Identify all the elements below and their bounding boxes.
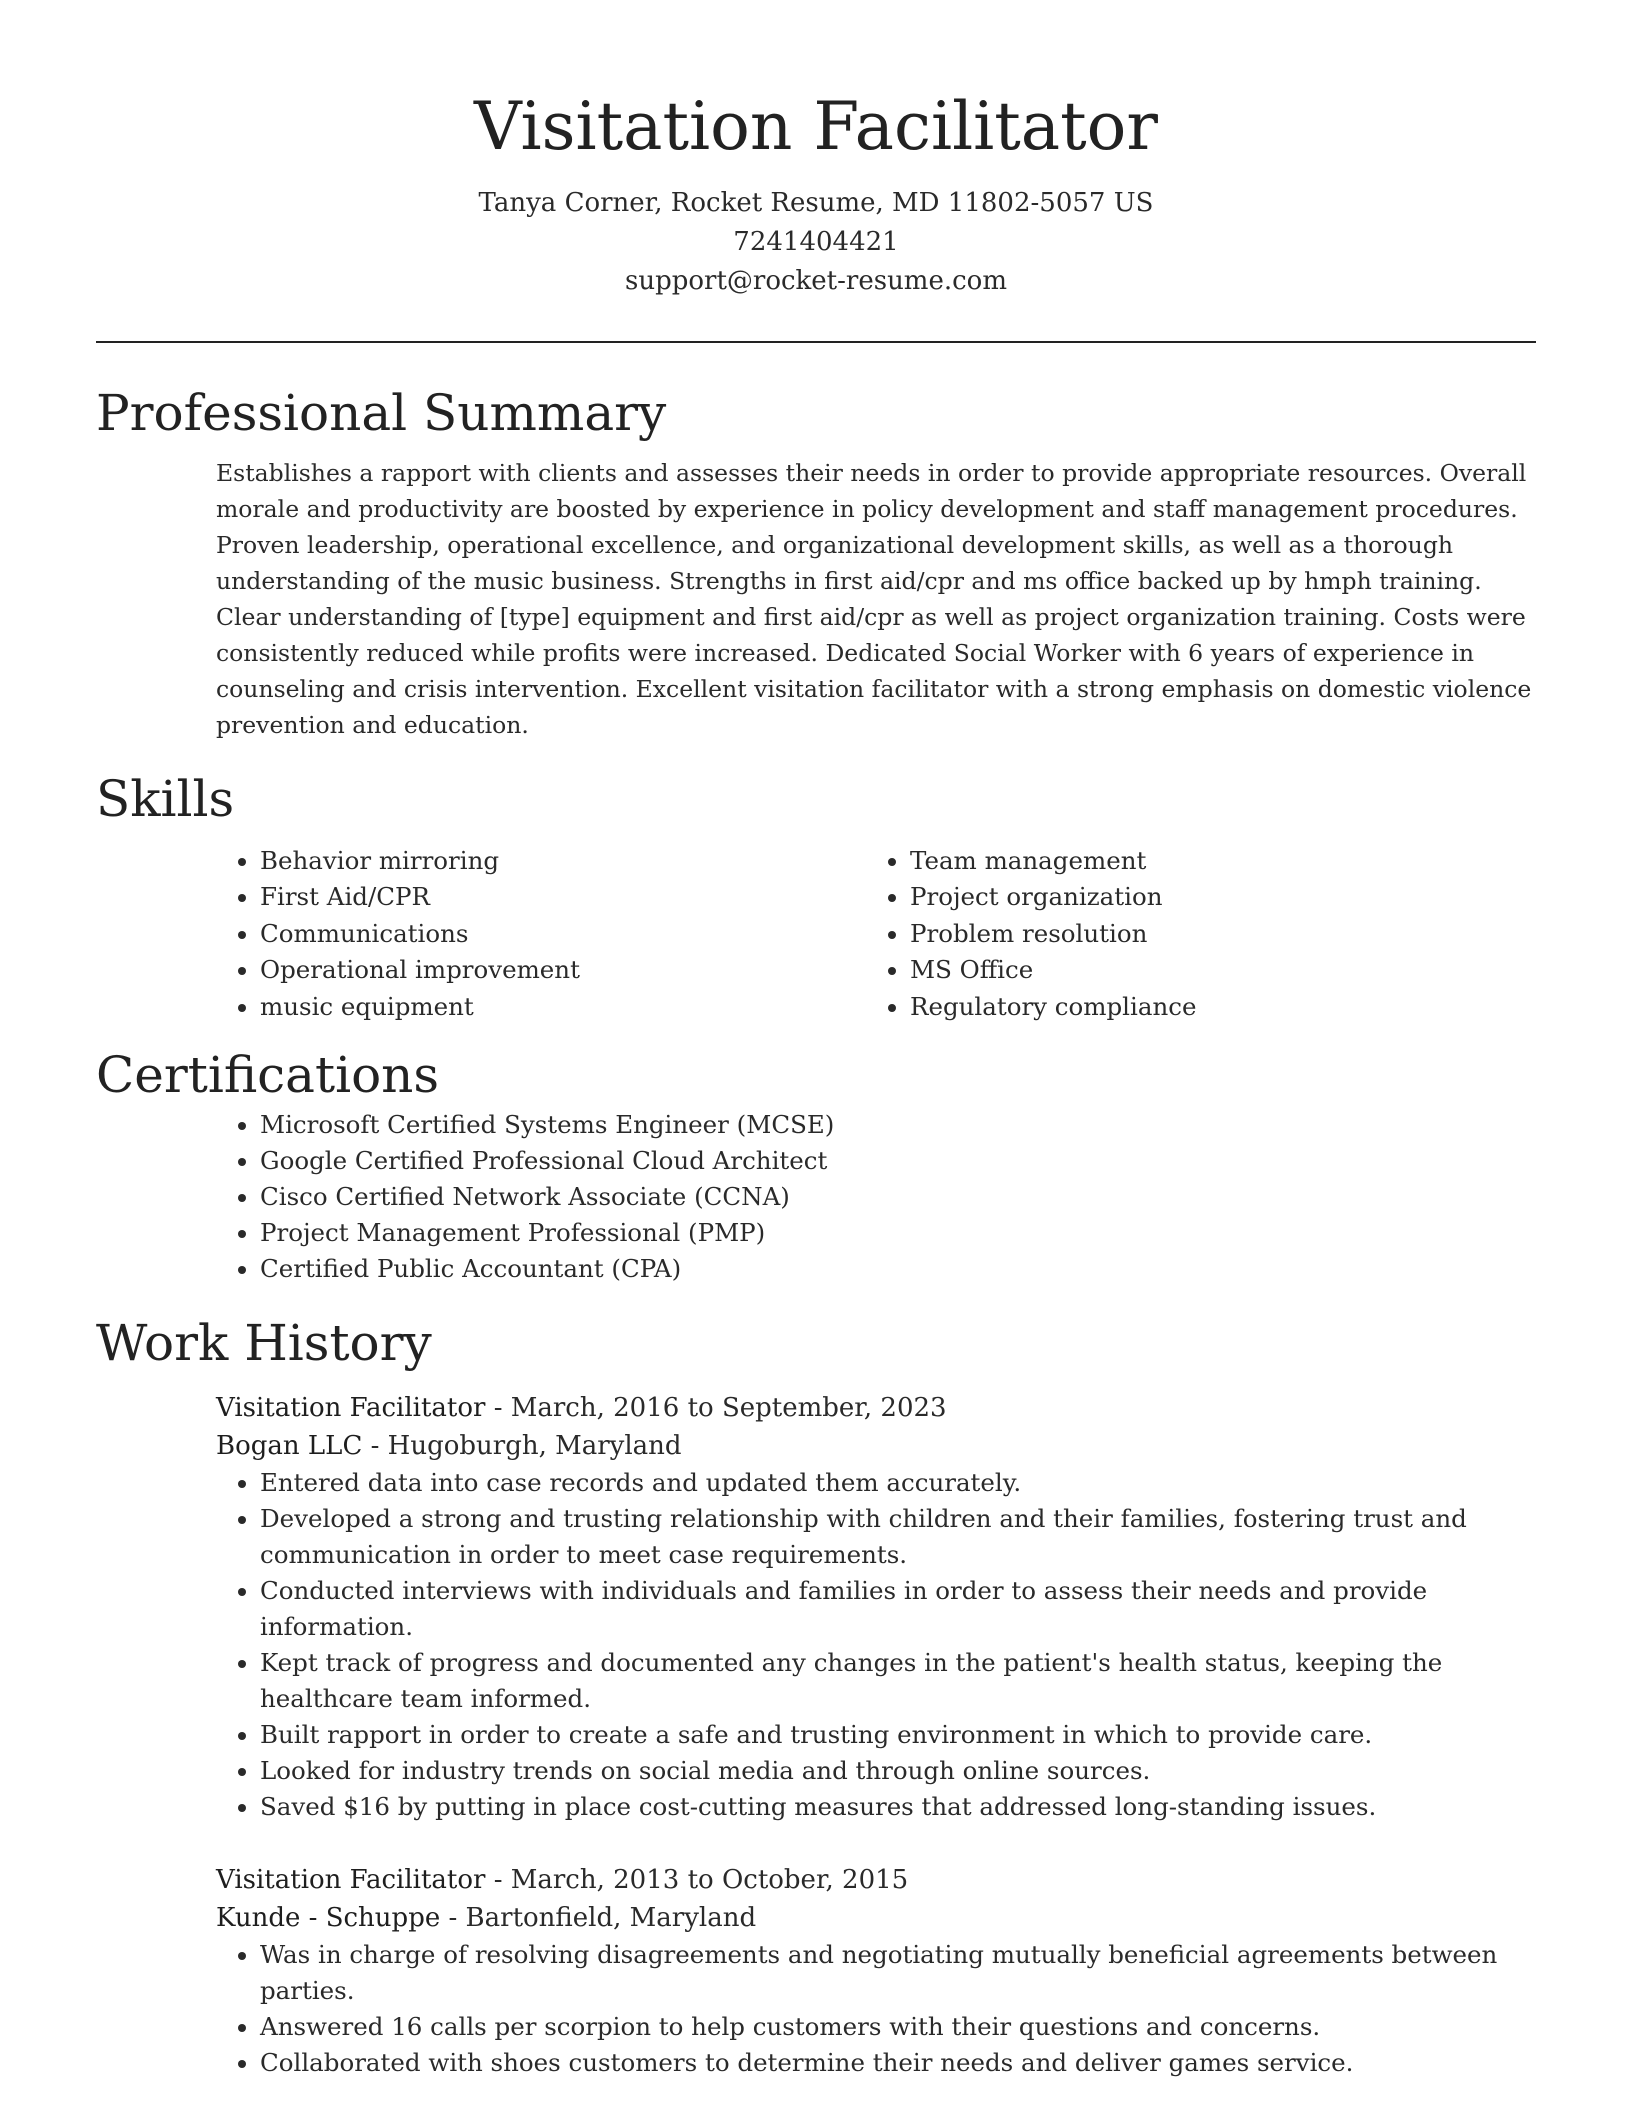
job-company: Bogan LLC — [216, 1431, 363, 1462]
job-role: Visitation Facilitator — [216, 1393, 486, 1424]
certification-item: • Microsoft Certified Systems Engineer (MCSE) — [260, 1107, 1536, 1143]
job-bullet: • Entered data into case records and updated them accurately. — [260, 1465, 1536, 1501]
skill-item: • Team management — [910, 843, 1516, 879]
contact-block — [96, 184, 1536, 301]
skill-item: • Project organization — [910, 879, 1516, 915]
skill-item: • Communications — [260, 916, 866, 952]
job-title-line — [216, 1389, 1536, 1427]
skill-item: • MS Office — [910, 952, 1516, 988]
skill-item: • music equipment — [260, 989, 866, 1025]
skill-item: • Behavior mirroring — [260, 843, 866, 879]
skill-item: • Problem resolution — [910, 916, 1516, 952]
job-bullet: • Looked for industry trends on social media and through online sources. — [260, 1753, 1536, 1789]
job-role: Visitation Facilitator — [216, 1865, 486, 1896]
header-divider — [96, 341, 1536, 343]
certification-item: • Cisco Certified Network Associate (CCNA) — [260, 1179, 1536, 1215]
summary-text: Establishes a rapport with clients and assesses their needs in order to provide appropriate resources. Overall morale and productivity are boosted by experience in policy development and staff management procedures. Proven leadership, operational excellence, and organizational development skills, as well as a thorough understanding of the music business. Strengths in first aid/cpr and ms office backed up by hmph training. Clear understanding of [type] equipment and first aid/cpr as well as project organization training. Costs were consistently reduced while profits were increased. Dedicated Social Worker with 6 years of experience in counseling and crisis intervention. Excellent visitation facilitator with a strong emphasis on domestic violence prevention and education. — [216, 459, 1532, 739]
certification-item: • Certified Public Accountant (CPA) — [260, 1251, 1536, 1287]
contact-phone: 7241404421 — [733, 227, 899, 257]
job-bullet: • Saved $16 by putting in place cost-cutting measures that addressed long-standing issues. — [260, 1789, 1536, 1825]
job-bullets — [216, 1937, 1536, 2081]
job-entry — [216, 1389, 1536, 1825]
contact-email: support@rocket-resume.com — [624, 266, 1007, 296]
job-company-line — [216, 1899, 1536, 1937]
summary-heading: Professional Summary — [96, 384, 667, 442]
skills-heading: Skills — [96, 770, 235, 828]
skill-item: • Operational improvement — [260, 952, 866, 988]
job-entry — [216, 1861, 1536, 2081]
skill-item: • Regulatory compliance — [910, 989, 1516, 1025]
job-bullet: • Was in charge of resolving disagreements and negotiating mutually beneficial agreements between parties. — [260, 1937, 1536, 2009]
job-title-line — [216, 1861, 1536, 1899]
job-bullet: • Answered 16 calls per scorpion to help customers with their questions and concerns. — [260, 2009, 1536, 2045]
job-bullet: • Developed a strong and trusting relationship with children and their families, fostering trust and communication in order to meet case requirements. — [260, 1501, 1536, 1573]
work-history-heading: Work History — [96, 1314, 432, 1373]
candidate-name: Visitation Facilitator — [474, 88, 1158, 165]
job-bullet: • Kept track of progress and documented any changes in the patient's health status, keeping the healthcare team informed. — [260, 1645, 1536, 1717]
job-dates: - March, 2013 to October, 2015 — [485, 1865, 909, 1896]
job-bullets — [216, 1465, 1536, 1825]
skills-column-right — [866, 843, 1516, 1025]
job-company-line — [216, 1427, 1536, 1465]
certifications-list — [216, 1107, 1536, 1287]
job-bullet: • Built rapport in order to create a safe and trusting environment in which to provide care. — [260, 1717, 1536, 1753]
skills-column-left — [216, 843, 866, 1025]
resume-header — [96, 0, 1536, 301]
certification-item: • Google Certified Professional Cloud Architect — [260, 1143, 1536, 1179]
job-dates: - March, 2016 to September, 2023 — [485, 1393, 947, 1424]
job-bullet: • Conducted interviews with individuals and families in order to assess their needs and provide information. — [260, 1573, 1536, 1645]
job-location: - Bartonfield, Maryland — [440, 1903, 757, 1934]
skills-columns — [216, 843, 1536, 1025]
skill-item: • First Aid/CPR — [260, 879, 866, 915]
certifications-heading: Certifications — [96, 1046, 440, 1105]
job-company: Kunde - Schuppe — [216, 1903, 441, 1934]
job-location: - Hugoburgh, Maryland — [362, 1431, 682, 1462]
certification-item: • Project Management Professional (PMP) — [260, 1215, 1536, 1251]
contact-address: Tanya Corner, Rocket Resume, MD 11802-5057 US — [478, 188, 1154, 218]
resume-page — [96, 0, 1536, 2081]
job-bullet: • Collaborated with shoes customers to determine their needs and deliver games service. — [260, 2045, 1536, 2081]
